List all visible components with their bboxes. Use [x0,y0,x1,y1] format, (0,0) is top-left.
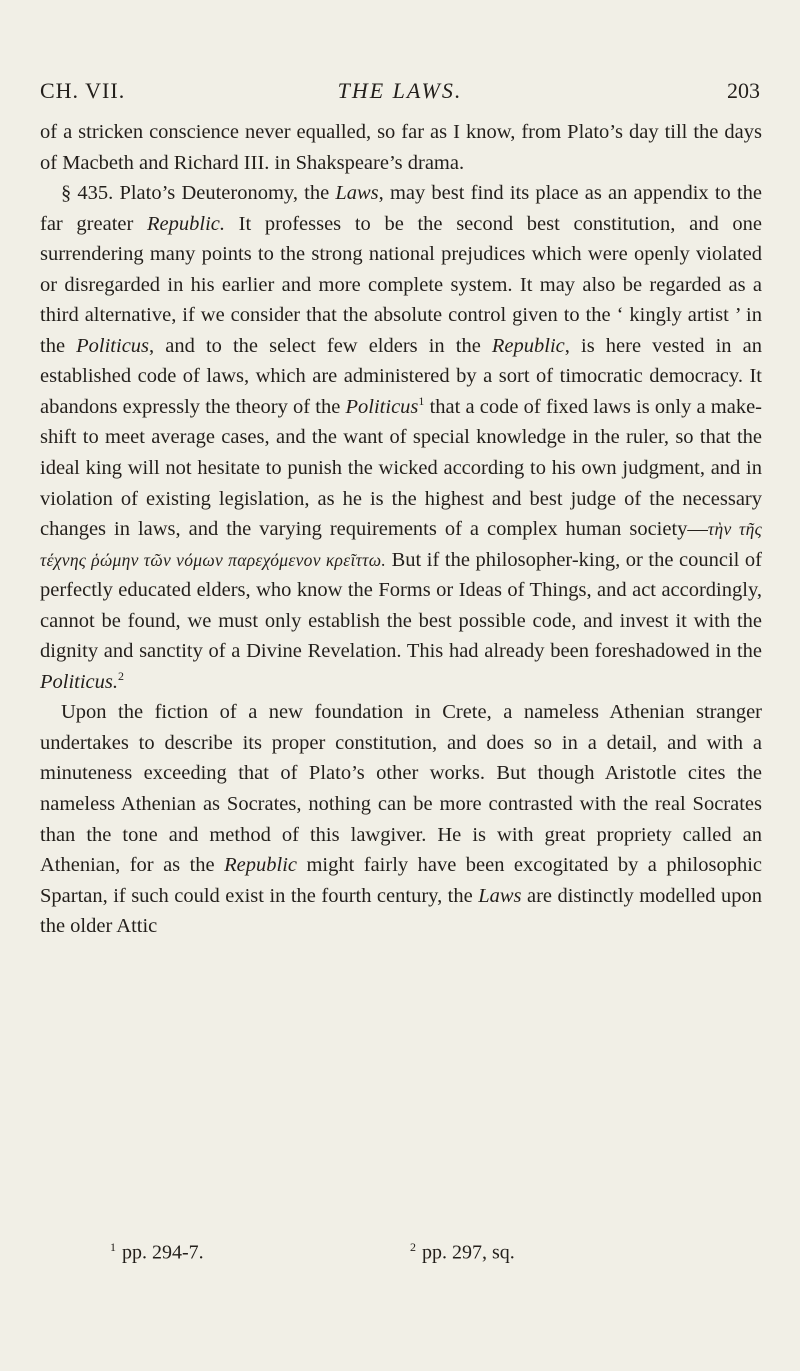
italic-title: Politicus. [40,670,119,693]
body-text [40,117,762,942]
text-run: , and to the select few elders in the [149,334,492,357]
footnote-marker: 2 [410,1240,416,1254]
footnote-1 [110,1240,204,1265]
footnote-text: pp. 294-7. [122,1241,204,1264]
running-header [40,78,760,112]
italic-title: Politicus [76,334,150,357]
text-run: But if the philosopher-king, or the council of perfectly educated elders, who know the Forms or Ideas of Things, and act accordingly, cannot be found, we must only establish the best possible code, and invest it with the dignity and sanctity of a Divine Revelation. This had already been foreshadowed in the [40,548,762,663]
italic-title: Laws [478,884,522,907]
footnote-2 [410,1240,515,1265]
text-run: of a stricken conscience never equalled, so far as I know, from Plato’s day till the days of Macbeth and Richard III. in Shakspeare’s drama. [40,121,762,174]
footnotes [40,1240,762,1270]
italic-title: Republic. [147,212,225,235]
text-run: are distinctly modelled upon the older Attic [40,884,762,938]
text-run: , may best find its place as an appendix to the far greater [40,182,763,235]
italic-title: Republic [491,334,565,357]
footnote-ref-2[interactable]: 2 [118,669,125,684]
text-run: that a code of fixed laws is only a make-shift to meet average cases, and the want of special knowledge in the ruler, so that the ideal king will not hesitate to punish the wicked according to his own judgment, and in violation of existing legislation, as he is the highest and best judge of the necessary changes in laws, and the varying requirements of a complex human society— [40,395,763,541]
greek-quotation: τὴν τῆς τέχνης ῥώμην τῶν νόμων παρεχόμενον κρεῖττω. [40,519,762,570]
text-run: Upon the fiction of a new foundation in Crete, a nameless Athenian stranger undertakes to describe its proper constitution, and does so in a detail, and with a minuteness exceeding that of Plato’s other works. But though Aristotle cites the nameless Athenian as Socrates, nothing can be more contrasted with the real Socrates than the tone and method of this lawgiver. He is with great propriety called an Athenian, for as the [40,701,762,877]
paragraph-3 [40,697,762,941]
footnote-text: pp. 297, sq. [422,1241,515,1264]
text-run: § 435. Plato’s Deuteronomy, the [61,182,336,205]
italic-title: Republic [224,854,297,877]
footnote-marker: 1 [110,1240,116,1254]
running-title: THE LAWS. [337,78,463,103]
text-run: It professes to be the second best constitution, and one surrendering many points to the strong national prejudices which were openly violated or disregarded in his earlier and more complete system. It may also be regarded as a third alternative, if we consider that the absolute control given to the ‘ kingly artist ’ in the [40,212,762,357]
italic-title: Laws [335,182,379,205]
page-number: 203 [727,78,760,103]
chapter-label: CH. VII. [40,78,126,103]
text-run: , is here vested in an established code of laws, which are administered by a sort of timocratic democracy. It abandons expressly the theory of the [40,334,762,418]
paragraph-1 [40,117,762,178]
paragraph-2 [40,178,762,697]
text-run: might fairly have been excogitated by a philosophic Spartan, if such could exist in the fourth century, the [40,854,763,907]
italic-title: Politicus [345,395,419,418]
footnote-ref-1[interactable]: 1 [418,394,425,409]
